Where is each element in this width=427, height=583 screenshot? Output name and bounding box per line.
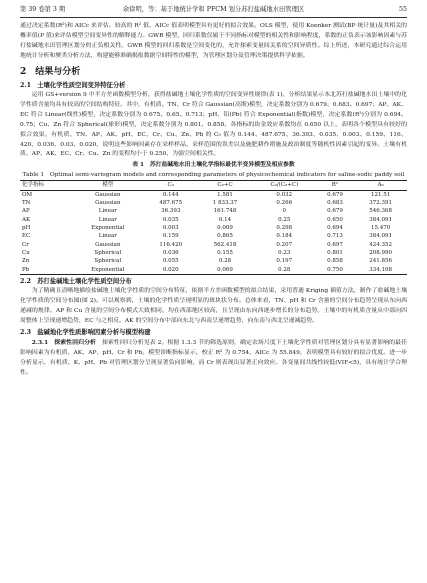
section-2-3-1-text: 探索性回归分析见表 2。根据 1.3.3 节的筛选原则，确定农场尺度下土壤化学性质对管理区划分具有显著影响的最佳影响因素为有机质、AK、AP、pH、Cr 和 Pb。模型诊断指标显示，校正 R² 为 0.754、AICc 为 55.849，表明模型具有较好的拟合优度。进一步分析显示，有机质、K、pH、Pb 对管理区划分呈现显著负向影响，而 Cr 则表现出显著正向效应。各变量间共线性较低(VIF<5)，具有统计学合理性。 xyxy=(20,340,407,376)
page-number: 55 xyxy=(398,6,407,13)
table-row xyxy=(20,207,407,215)
table-header-cell: 化学指标 xyxy=(22,182,45,189)
table-cell: 0 xyxy=(282,208,287,215)
table-cell: Linear xyxy=(98,208,117,215)
table-cell: 334.108 xyxy=(369,266,393,273)
table-header-cell: 模型 xyxy=(102,182,114,189)
table-header-row xyxy=(20,181,407,190)
section-2-heading: 2 结果与分析 xyxy=(20,67,81,78)
table-cell: 562.418 xyxy=(213,241,237,248)
intro-paragraph: 通过决定系数(R²)和 AICc 来评估。较高的 R² 值、AICc 值表明模型具有更好的拟合效果。OLS 模型，使用 Koenker 测试(BP 统计量)及其相关的概率值(P 值)来评估模型空间变异性的解释能力。GWR 模型，回归系数仅属于不同指标对模型的相关性和影响程度，系数的正负表示该影响因素与苏打盐碱地水田管理区划分的正负相关性。GWR 模型的回归系数是空间变化的，允许探索变量间关系的空间异质性。综上所述，本研究通过综合运用地统计分析和聚类分析方法，构建能够准确揭报数据空间特性的模型，为管理区划分及管理决策提供科学依据。 xyxy=(20,23,407,59)
table-cell: 1.581 xyxy=(217,191,233,198)
table-cell: 241.856 xyxy=(369,258,393,265)
table-cell: 15.470 xyxy=(371,225,391,231)
table-cell: 0.650 xyxy=(327,216,343,223)
table-header-cell: R² xyxy=(331,182,339,189)
table-cell: Linear xyxy=(98,216,117,223)
table-cell: 0.694 xyxy=(327,225,343,231)
table-cell: EC xyxy=(22,233,31,240)
table-1-body xyxy=(20,190,407,274)
table-cell: AP xyxy=(22,208,30,215)
table-1-caption-en: Table 1 Optimal semi-variogram models and corresponding parameters of physicochemical indicators for saline-sodic paddy soil xyxy=(22,171,405,178)
table-cell: 116.420 xyxy=(159,241,183,248)
section-2-2-paragraph: 为了精确且清晰地描绘盐碱地土壤化学性质的空间分布特征，依据半方差函数模型的拟合结果，采用普通 Kriging 插值方法，制作了盐碱地土壤化学性质的空间分布图(图 2)。可以观察到，土壤的化学性质呈现明显的斑块状分布。总体来看，TN、pH 和 Cr 含量的空间分布趋势呈现从东向西递减的规律。AP 和 Cu 含量的空间分布模式大致相同，均在西部地区较高，且呈现由东向西逐步增长的分布趋势。土壤中的有机质含量从中部向四周整体上呈现递增趋势，EC 与之相反。AK 的空间分布中部向东北与西南呈递增趋势，向东南与西北呈递减趋势。 xyxy=(20,288,407,324)
table-cell: 0.032 xyxy=(276,191,293,198)
section-2-1-paragraph: 运用 GS+version 9 中半方差函数模型分析，获得盐碱地土壤化学性质的空间变异性规律(表 1)，分析结果显示本北苏打盐碱地水田土壤中的化学性质含量均具有较高的空间结构特征。其中，有机质、TN、Cr 符合 Gaussian(高斯)模型，决定系数分别为 0.679、0.683、0.697；AP、AK、EC 符合 Linear(线性)模型，决定系数分别为 0.675、0.65、0.713；pH、铅(Pb) 符合 Exponential(指数)模型，决定系数(R²)分别为 0.694、0.75；Cu、Zn 符合 Spherical(球形)模型，决定系数分别为 0.801、0.858。各指标的块金效应系数均在 0.650 以上，表明各个模型具有较好的拟合效果。有机质、TN、AP、AK、pH、EC、Cr、Cu、Zn、Pb 的 C₀ 值为 0.144、487.675、36.393、0.035、0.003、0.159、116、420、0.036、0.03、0.020，说明这些影响因素存在采样样品，采样范围的误差以及施肥耕作措施及政治制度等随机性因素引起的变异。土壤有机质、AP、AK、EC、Cr、Cu、Zn 的变程均小于 0.250，为强空间相关性。 xyxy=(20,92,407,158)
table-cell: 0.858 xyxy=(327,258,343,265)
section-2-1-heading: 2.1 土壤化学性质空间变异特征分析 xyxy=(20,82,126,90)
running-header xyxy=(20,4,407,18)
table-cell: 0.23 xyxy=(278,250,291,257)
section-2-2-heading: 2.2 苏打盐碱地土壤化学性质空间分布 xyxy=(20,278,132,286)
table-header-cell: C₀/(C₀+C) xyxy=(270,182,299,189)
table-cell: 0.28 xyxy=(218,258,232,265)
table-cell: Gaussian xyxy=(95,191,121,198)
table-cell: AK xyxy=(22,216,31,223)
table-cell: 0.009 xyxy=(217,225,233,231)
table-cell: 0.055 xyxy=(162,258,179,265)
table-cell: 0.155 xyxy=(217,250,233,257)
table-cell: 121.51 xyxy=(371,191,391,198)
table-row xyxy=(20,241,407,249)
table-cell: 424.352 xyxy=(369,241,393,248)
section-2-3-1-heading: 2.3.1 探索性回归分析 xyxy=(31,339,97,347)
table-cell: 384.091 xyxy=(369,216,393,223)
table-cell: Zn xyxy=(22,258,30,265)
table-cell: Exponential xyxy=(91,266,125,273)
table-cell: 0.750 xyxy=(327,266,343,273)
table-cell: 0.713 xyxy=(327,233,343,240)
body-text xyxy=(20,22,407,379)
table-row xyxy=(20,190,407,199)
table-cell: 0.28 xyxy=(278,266,291,273)
table-cell: Gaussian xyxy=(95,199,121,206)
table-row xyxy=(20,249,407,257)
table-cell: OM xyxy=(22,191,33,198)
table-cell: Cu xyxy=(22,250,30,257)
table-cell: 384.091 xyxy=(369,233,393,240)
table-row xyxy=(20,232,407,240)
table-cell: 0.197 xyxy=(276,258,293,265)
table-cell: 0.679 xyxy=(327,208,343,215)
table-cell: 372.391 xyxy=(369,199,393,206)
table-cell: 208.990 xyxy=(369,250,393,257)
table-cell: 487.675 xyxy=(159,199,183,206)
table-cell: 0.801 xyxy=(327,250,343,257)
table-cell: pH xyxy=(22,225,31,231)
table-row xyxy=(20,224,407,232)
table-cell: 0.144 xyxy=(162,191,179,198)
journal-volume: 第 39 卷第 3 期 xyxy=(20,6,66,13)
table-cell: 0.159 xyxy=(162,233,179,240)
table-cell: 0.683 xyxy=(327,199,343,206)
table-cell: TN xyxy=(22,199,31,206)
table-header-cell: A₀ xyxy=(377,182,384,189)
table-cell: Exponential xyxy=(91,225,125,231)
table-row xyxy=(20,216,407,224)
table-cell: Spherical xyxy=(94,258,122,265)
table-cell: 36.393 xyxy=(161,208,181,215)
table-row xyxy=(20,266,407,275)
table-cell: 0.003 xyxy=(162,225,179,231)
table-cell: Gaussian xyxy=(95,241,121,248)
table-header-cell: C₀+C xyxy=(217,182,233,189)
table-row xyxy=(20,257,407,265)
table-row xyxy=(20,199,407,207)
table-cell: 0.679 xyxy=(327,191,343,198)
table-cell: 0.266 xyxy=(276,199,293,206)
table-header-cell: C₀ xyxy=(167,182,174,189)
table-cell: 0.069 xyxy=(217,266,233,273)
table-cell: 0.298 xyxy=(276,225,293,231)
table-cell: 0.207 xyxy=(276,241,293,248)
table-cell: 0.14 xyxy=(218,216,232,223)
table-cell: Spherical xyxy=(94,250,122,257)
table-1 xyxy=(20,180,407,275)
table-cell: 0.184 xyxy=(276,233,293,240)
table-cell: Pb xyxy=(22,266,30,273)
section-2-3-heading: 2.3 盐碱地化学性质影响因素分析与模型构建 xyxy=(20,329,151,337)
table-cell: 1 833.37 xyxy=(212,199,238,206)
table-cell: 0.697 xyxy=(327,241,343,248)
table-cell: 546.368 xyxy=(369,208,393,215)
table-cell: Linear xyxy=(98,233,117,240)
table-cell: 0.035 xyxy=(162,216,179,223)
table-cell: 0.036 xyxy=(162,250,179,257)
table-cell: 0.020 xyxy=(162,266,179,273)
table-cell: Cr xyxy=(22,241,29,248)
table-cell: 0.25 xyxy=(278,216,291,223)
table-1-caption-cn: 表 1 苏打盐碱地水田土壤化学指标最优半变异模型及相应参数 xyxy=(132,162,295,169)
table-cell: 0.865 xyxy=(217,233,233,240)
article-running-title: 余徐明，等：基于地统计学和 PFCM 划分苏打盐碱地水田管理区 xyxy=(122,6,305,13)
table-cell: 161.748 xyxy=(213,208,237,215)
section-2-3-1-paragraph xyxy=(20,338,407,378)
